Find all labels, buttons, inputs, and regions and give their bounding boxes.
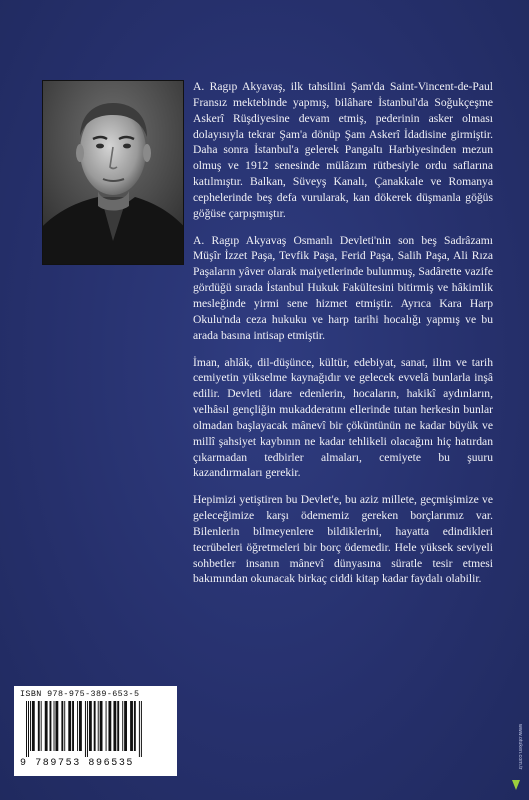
barcode-bar — [139, 701, 140, 757]
barcode-bar — [55, 701, 58, 751]
barcode-bar — [94, 701, 96, 751]
author-portrait — [42, 80, 184, 265]
publisher-url: www.otuken.com.tr — [517, 724, 523, 770]
barcode-bar — [54, 701, 55, 751]
paragraph-biography-education: A. Ragıp Akyavaş, ilk tahsilini Şam'da Saint-Vincent-de-Paul Fransız mektebinde yapmış, bilâhare İstanbul'da Soğukçeşme Askerî Rüşdiyesine devam etmiş, pederinin asker olması dolayısıyla tekrar Şam'a dönüp Şam Askerî İdadisine girmiştir. Daha sonra İstanbul'a gelerek Pangaltı Harbiyesinden mezun olmuş ve 1912 senesinde mülâzım rütbesiyle ordu saflarına katılmıştır. Balkan, Süveyş Kanalı, Çanakkale ve Romanya cephelerinde beş defa vurularak, kan dökerek düşmanla göğüs göğüse çarpışmıştır. — [193, 80, 493, 220]
isbn-label: ISBN 978-975-389-653-5 — [20, 689, 140, 699]
isbn-barcode-box — [14, 686, 177, 776]
back-cover-text — [193, 79, 493, 598]
paragraph-duty: Hepimizi yetiştiren bu Devlet'e, bu aziz millete, geçmişimize ve geleceğimize karşı ödememiz gereken borçlarımız var. Bilenlerin bilmeyenlere bildiklerini, hayatta edindikleri tecrübeleri öğretmeleri bir borç ödemedir. Hele yüksek seviyeli sohbetler insanın mânevî dünyasına süratle tesir etmesi bakımından okunacak birkaç ciddi kitap kadar faydalı olabilir. — [193, 493, 493, 586]
barcode-bar — [72, 701, 74, 751]
barcode-bar — [41, 701, 42, 751]
barcode-bar — [32, 701, 35, 751]
barcode-bar — [134, 701, 136, 751]
barcode-bar — [38, 701, 40, 751]
barcode-bar — [89, 701, 92, 751]
barcode-bar — [113, 701, 116, 751]
barcode-bar — [77, 701, 78, 751]
paragraph-values: İman, ahlâk, dil-düşünce, kültür, edebiyat, sanat, ilim ve tarih cemiyetin yükselme kaynağıdır ve gelecek evvelâ bunlarla inşâ edilir. Devleti idare edenlerin, hocaların, hakikî aydınların, velhâsıl gençliğin mukadderatını ellerinde tutan herkesin bunlar olmadan başlayacak mânevî bir çöküntünün ne kadar büyük ve millî şahsiyet kaybının ne kadar tehlikeli olacağını hiç hatırdan çıkarmadan tedbirler almaları, cemiyete bu şuuru kazandırmaları gerekir. — [193, 355, 493, 480]
barcode-bar — [50, 701, 52, 751]
barcode-bar — [141, 701, 142, 757]
publisher-leaf-icon — [512, 780, 520, 790]
barcode-bar — [79, 701, 82, 751]
portrait-image — [43, 81, 183, 264]
barcode-bar — [130, 701, 133, 751]
paragraph-biography-career: A. Ragıp Akyavaş Osmanlı Devleti'nin son beş Sadrâzamı Müşîr İzzet Paşa, Tevfik Paşa, Ferid Paşa, Salih Paşa, Ali Rıza Paşaların yâver olarak maiyetlerinde bulunmuş, Sadârette vazife gördüğü sırada İstanbul Hukuk Fakültesini bitirmiş ve hâkimlik mesleğinde yirmi sene hizmet etmiştir. Ayrıca Kara Harp Okulu'nda ceza hukuku ve harp tarihi hocalığı yapmış ve bu arada basına intisap etmiştir. — [193, 233, 493, 342]
barcode-bar — [85, 701, 86, 757]
barcode — [20, 701, 170, 757]
barcode-bar — [28, 701, 29, 757]
barcode-bar — [68, 701, 71, 751]
barcode-bar — [106, 701, 107, 751]
barcode-bar — [100, 701, 103, 751]
barcode-bar — [45, 701, 48, 751]
barcode-bar — [98, 701, 99, 751]
barcode-bar — [117, 701, 119, 751]
barcode-bar — [30, 701, 31, 751]
barcode-bar — [122, 701, 123, 751]
barcode-bar — [64, 701, 65, 751]
publisher-logo — [506, 722, 526, 792]
barcode-bar — [108, 701, 111, 751]
barcode-digits: 9 789753 896535 — [20, 758, 135, 769]
barcode-bar — [61, 701, 63, 751]
barcode-bar — [26, 701, 27, 757]
barcode-bar — [87, 701, 88, 757]
barcode-bar — [124, 701, 127, 751]
